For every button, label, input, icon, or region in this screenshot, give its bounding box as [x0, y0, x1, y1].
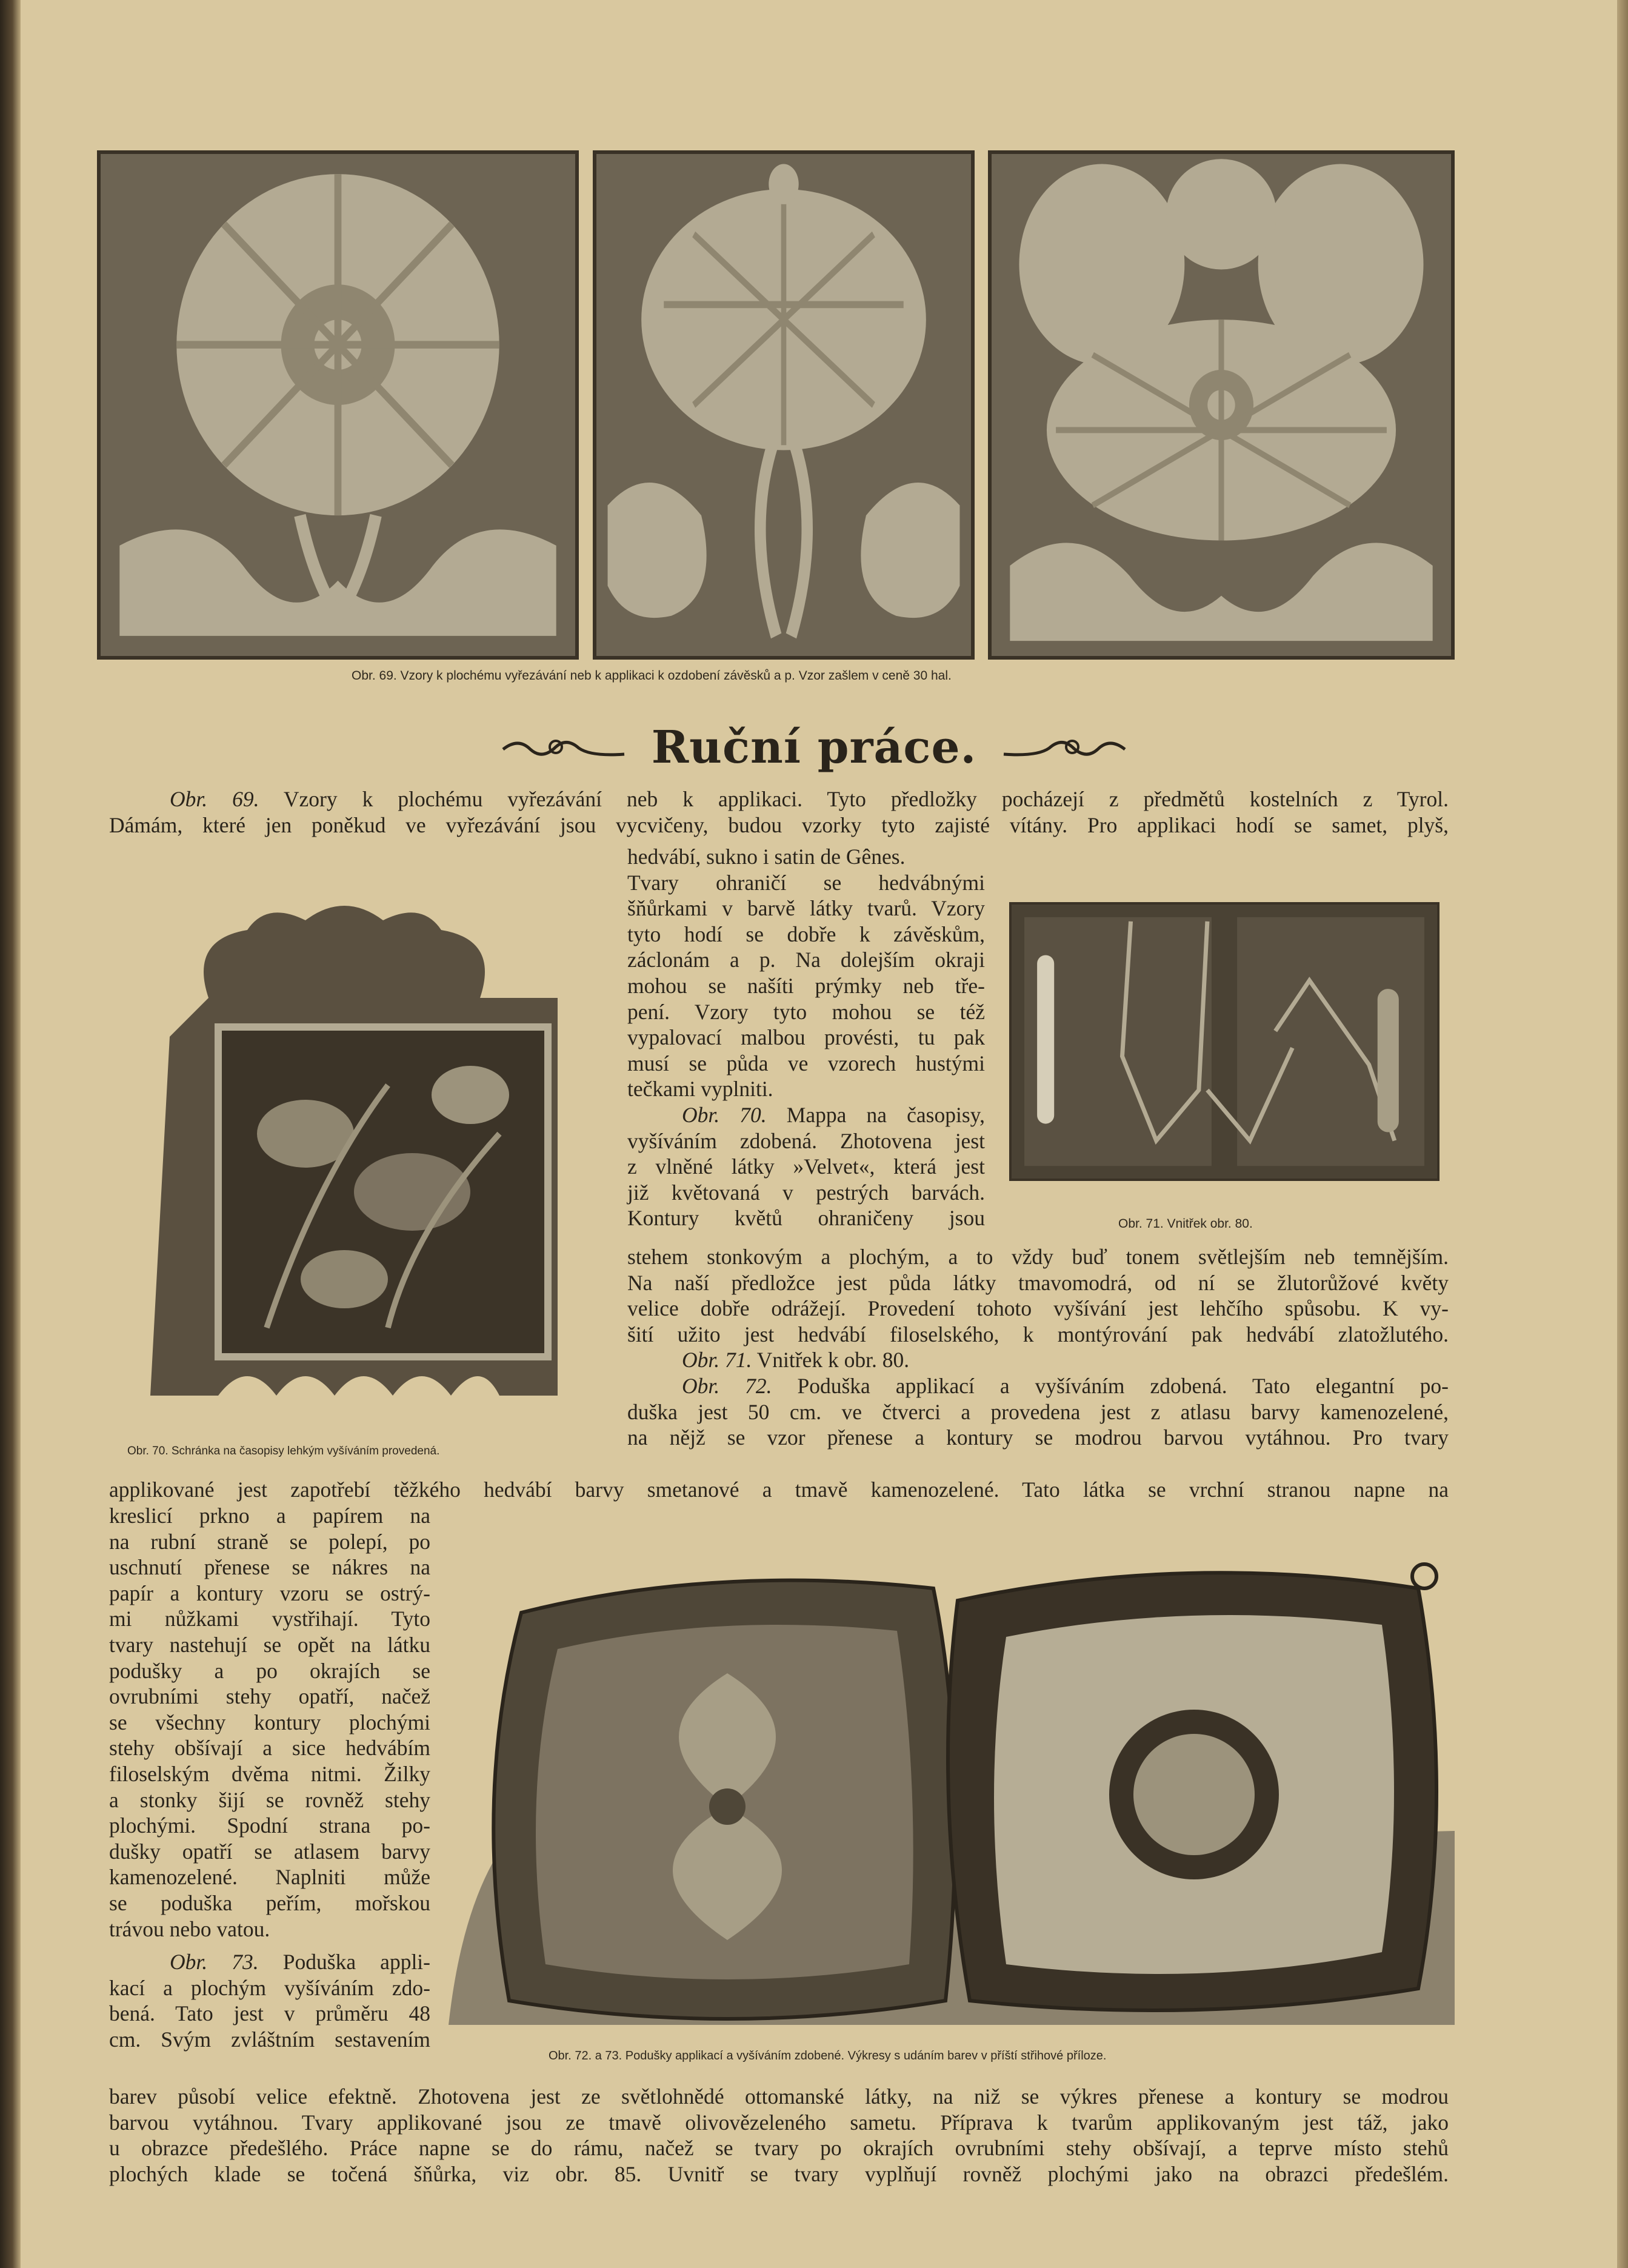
flourish-right-icon [1001, 732, 1128, 763]
fig69-panel-1 [97, 150, 579, 660]
fig70-continued-text: stehem stonkovým a plochým, a to vždy buď tonem světlejším neb temnějším. Na naší předložce jest půda látky tmavomodrá, od ní se žlutorůžové květy velice dobře odrážejí. Provedení tohoto vyšívání jest lehčího spůsobu. K vy- šití užito jest hedvábí filoselského, k montýrování pak hedvábí zlatožlutého. Obr. 71. Vnitřek k obr. 80. Obr. 72. Poduška applikací a vyšíváním zdobená. Tato elegantní po- duška jest 50 cm. ve čtverci a provedena jest z atlasu barvy kamenozelené, na nějž se vzor přenese a kontury se modrou barvou vytáhnou. Pro tvary [627, 1245, 1449, 1450]
page-edge [1617, 0, 1628, 2268]
fig73-text-line: Obr. 73. Poduška appli- [170, 1950, 430, 1975]
fig70-caption: Obr. 70. Schránka na časopisy lehkým vyšíváním provedená. [127, 1445, 440, 1457]
full-width-line: applikované jest zapotřebí těžkého hedvábí barvy smetanové a tmavě kamenozelené. Tato látka se vrchní stranou napne na [109, 1477, 1449, 1502]
fig71-illustration [1009, 902, 1440, 1181]
intro-line: Obr. 69. Vzory k plochému vyřezávání neb k applikaci. Tyto předložky pocházejí z předmětů kostelních z Tyrol. [170, 787, 1449, 811]
intro-paragraph [109, 786, 1449, 838]
left-column-text: kreslicí prkno a papírem na na rubní straně se polepí, po uschnutí přenese se nákres na papír a kontury vzoru se ostrý- mi nůžkami vystřihají. Tyto tvary nastehují se opět na látku podušky a po okrajích se ovrubními stehy opatří, načež se všechny kontury plochými stehy obšívají a sice hedvábím filoselským dvěma nitmi. Žilky a stonky šijí se rovněž stehy plochými. Spodní strana po- dušky opatří se atlasem barvy kamenozelené. Naplniti může se poduška peřím, mořskou trávou nebo vatou. Obr. 73. Poduška appli- kací a plochým vyšíváním zdo- bená. Tato jest v průměru 48 cm. Svým zvláštním sestavením [109, 1504, 430, 2052]
bottom-paragraph: barev působí velice efektně. Zhotovena jest ze světlohnědé ottomanské látky, na niž se výkres přenese a kontury se modrou barvou vytáhnou. Tvary applikované jsou ze tmavě olivovězeleného sametu. Příprava k tvarům applikovaným jest táž, jako u obrazce předešlého. Práce napne se do rámu, načež se tvary po okrajích ovrubními stehy obšívají, a teprve místo stehů plochých klade se točená šňůrka, viz obr. 85. Uvnitř se tvary vyplňují rovněž plochými jako na obrazci předešlém. [109, 2084, 1449, 2186]
page-title: Ruční práce. [651, 721, 977, 774]
fig72-text-line: Obr. 72. Poduška applikací a vyšíváním zdobená. Tato elegantní po- [682, 1373, 1449, 1398]
fig70-text-line: Obr. 70. Mappa na časopisy, [682, 1102, 985, 1127]
fig71-caption: Obr. 71. Vnitřek obr. 80. [1118, 1217, 1253, 1231]
intro-line: Dámám, které jen poněkud ve vyřezávání jsou vycvičeny, budou vzorky tyto zajisté vítány. Pro applikaci hodí se samet, plyš, [109, 812, 1449, 837]
fig71-text-line: Obr. 71. Vnitřek k obr. 80. [682, 1348, 910, 1373]
fig70-illustration [121, 891, 606, 1449]
middle-column-text: hedvábí, sukno i satin de Gênes. Tvary ohraničí se hedvábnými šňůrkami v barvě látky tvarů. Vzory tyto hodí se dobře k závěskům, záclonám a p. Na dolejším okraji mohou se našíti prýmky neb tře- pení. Vzory tyto mohou se též vypalovací malbou provésti, tu pak musí se půda ve vzorech hustými tečkami vyplniti. Obr. 70. Mappa na časopisy, vyšíváním zdobená. Zhotovena jest z vlněné látky »Velvet«, která jest již květovaná v pestrých barvách. Kontury květů ohraničeny jsou [627, 845, 985, 1231]
flourish-left-icon [500, 732, 627, 763]
fig69-caption: Obr. 69. Vzory k plochému vyřezávání neb k applikaci k ozdobení závěsků a p. Vzor zašlem v ceně 30 hal. [352, 669, 952, 683]
fig72-73-caption: Obr. 72. a 73. Podušky applikací a vyšíváním zdobené. Výkresy s udáním barev v příští střihové příloze. [549, 2049, 1107, 2062]
book-binding-edge [0, 0, 21, 2268]
fig72-73-illustration [449, 1552, 1455, 2025]
fig69-panel-3 [988, 150, 1455, 660]
section-heading [0, 714, 1628, 781]
fig69-panel-2 [593, 150, 975, 660]
